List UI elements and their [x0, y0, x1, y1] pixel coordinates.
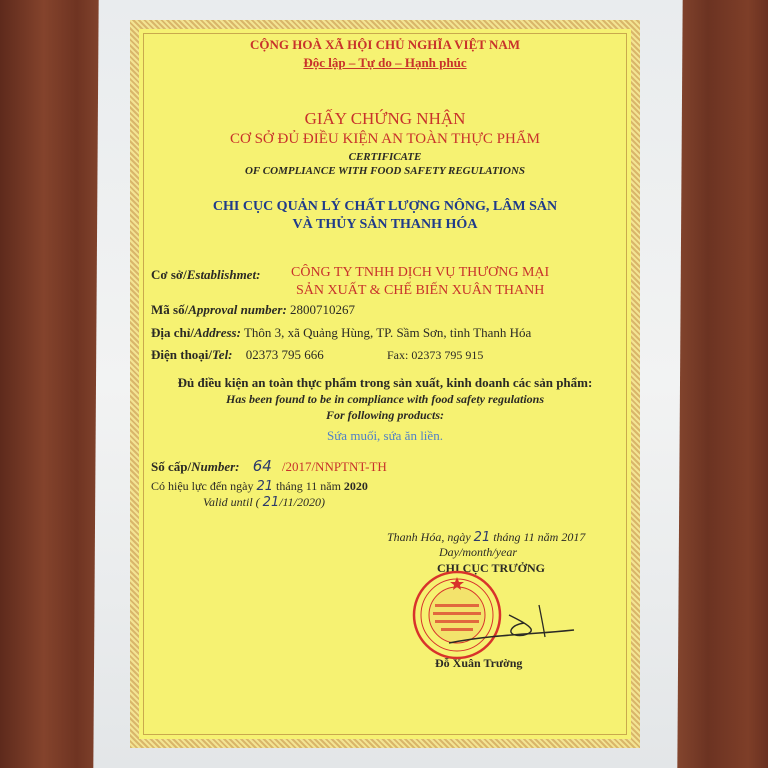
handwritten-signature — [439, 585, 579, 655]
signatory-name: Đỗ Xuân Trường — [435, 656, 523, 670]
issue-place-row — [387, 530, 585, 545]
certificate-title-en-2: OF COMPLIANCE WITH FOOD SAFETY REGULATIONS — [244, 165, 526, 177]
fax-value: 02373 795 915 — [411, 348, 484, 362]
motto: Độc lập – Tự do – Hạnh phúc — [303, 55, 467, 70]
certificate-title: GIẤY CHỨNG NHẬN — [304, 109, 466, 128]
issue-place-en: Day/month/year — [439, 545, 517, 559]
validity-mid: tháng 11 năm — [276, 479, 341, 493]
issuer-line-1: CHI CỤC QUẢN LÝ CHẤT LƯỢNG NÔNG, LÂM SẢN — [212, 199, 558, 214]
phone-label-en: Tel: — [212, 347, 233, 362]
issue-place-mid: tháng 11 năm 2017 — [493, 530, 586, 544]
valid-until-day: 21 — [262, 495, 280, 510]
fax-label: Fax: — [387, 348, 409, 362]
address-label-vi: Địa chỉ/ — [151, 325, 194, 340]
valid-until-prefix: Valid until ( — [203, 495, 260, 509]
republic-header: CỘNG HOÀ XÃ HỘI CHỦ NGHĨA VIỆT NAM — [249, 37, 521, 52]
certificate-subtitle: CƠ SỞ ĐỦ ĐIỀU KIỆN AN TOÀN THỰC PHẨM — [230, 131, 540, 147]
issue-place-prefix: Thanh Hóa, ngày — [387, 530, 471, 544]
number-row — [151, 457, 387, 475]
compliance-en-2: For following products: — [325, 408, 445, 422]
phone-value: 02373 795 666 — [245, 347, 324, 362]
validity-year: 2020 — [343, 479, 368, 493]
approval-number: 2800710267 — [290, 302, 356, 317]
number-handwritten: 64 — [252, 457, 272, 475]
address-row — [151, 325, 531, 341]
compliance-vi: Đủ điều kiện an toàn thực phẩm trong sản xuất, kinh doanh các sản phẩm: — [177, 375, 593, 390]
number-label-vi: Số cấp/ — [151, 459, 192, 474]
valid-until-suffix: /11/2020) — [279, 495, 325, 509]
phone-label-vi: Điện thoại/ — [151, 347, 213, 362]
number-label-en: Number: — [191, 459, 240, 474]
validity-day: 21 — [256, 479, 274, 494]
compliance-en-1: Has been found to be in compliance with food safety regulations — [225, 392, 544, 406]
certificate-title-en-1: CERTIFICATE — [348, 151, 422, 163]
valid-until-row — [203, 495, 325, 510]
validity-row — [151, 479, 368, 494]
issuer-line-2: VÀ THỦY SẢN THANH HÓA — [292, 217, 478, 232]
establishment-name-2: SẢN XUẤT & CHẾ BIẾN XUÂN THANH — [296, 283, 545, 298]
validity-prefix: Có hiệu lực đến ngày — [151, 479, 254, 493]
approval-row — [151, 302, 355, 318]
establishment-label — [151, 267, 260, 283]
address-value: Thôn 3, xã Quảng Hùng, TP. Sầm Sơn, tỉnh Thanh Hóa — [243, 325, 532, 340]
phone-row — [151, 347, 324, 363]
approval-label-en: Approval number: — [188, 302, 287, 317]
address-label-en: Address: — [193, 325, 241, 340]
fax-row — [387, 348, 483, 363]
establishment-label-en: Establishmet: — [186, 267, 261, 282]
wood-background-right — [668, 0, 768, 768]
products: Sứa muối, sứa ăn liền. — [327, 428, 443, 443]
issue-day: 21 — [473, 530, 491, 545]
signatory-title: CHI CỤC TRƯỞNG — [437, 561, 546, 575]
approval-label-vi: Mã số/ — [151, 302, 189, 317]
establishment-name-1: CÔNG TY TNHH DỊCH VỤ THƯƠNG MẠI — [291, 265, 550, 280]
establishment-label-vi: Cơ sở/ — [151, 267, 187, 282]
certificate — [130, 20, 640, 748]
number-suffix: /2017/NNPTNT-TH — [281, 459, 387, 474]
